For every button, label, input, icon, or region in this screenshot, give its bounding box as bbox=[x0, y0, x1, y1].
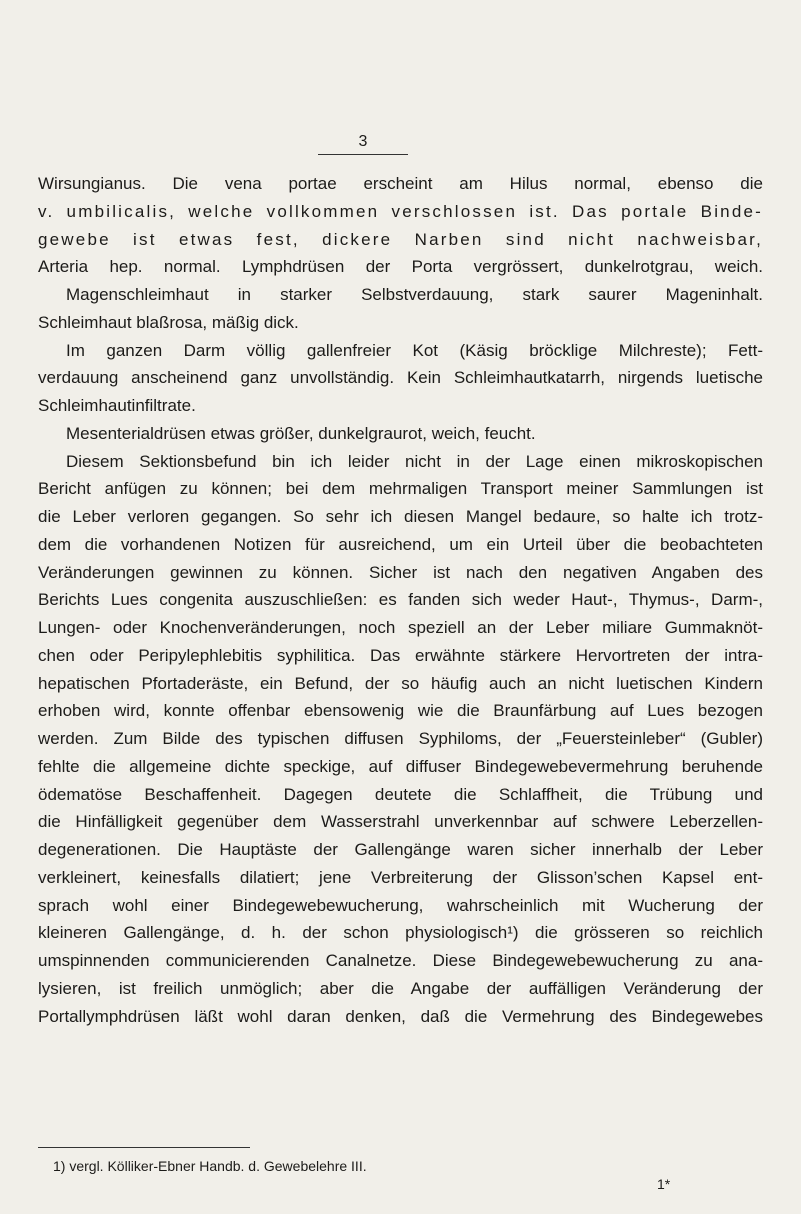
text-line: Lungen- oder Knochenveränderungen, noch speziell an der Leber miliare Gummaknöt- bbox=[38, 618, 763, 637]
text-line: degenerationen. Die Hauptäste der Gallengänge waren sicher innerhalb der Leber bbox=[38, 840, 763, 859]
text-line: Arteria hep. normal. Lymphdrüsen der Porta vergrössert, dunkelrotgrau, weich. bbox=[38, 257, 763, 277]
text-line: Schleimhaut blaßrosa, mäßig dick. bbox=[38, 312, 299, 332]
text-line: v. umbilicalis, welche vollkommen verschlossen ist. Das portale Binde- bbox=[38, 201, 763, 221]
text-line: Portallymphdrüsen läßt wohl daran denken, daß die Vermehrung des Bindegewebes bbox=[38, 1006, 763, 1026]
text-line: werden. Zum Bilde des typischen diffusen Syphiloms, der „Feuersteinleber“ (Gubler) bbox=[38, 729, 763, 748]
text-line: Diesem Sektionsbefund bin ich leider nicht in der Lage einen mikroskopischen bbox=[66, 451, 763, 471]
text-line: sprach wohl einer Bindegewebewucherung, wahrscheinlich mit Wucherung der bbox=[38, 895, 763, 915]
page-number: 3 bbox=[358, 133, 368, 150]
paragraph-vena-portae bbox=[38, 170, 763, 281]
text-line: erhoben wird, konnte offenbar ebensowenig wie die Braunfärbung auf Lues bezogen bbox=[38, 701, 763, 721]
text-line: lysieren, ist freilich unmöglich; aber die Angabe der auffälligen Veränderung der bbox=[38, 978, 763, 998]
paragraph-darm bbox=[38, 337, 763, 420]
paragraph-magenschleimhaut bbox=[38, 281, 763, 337]
text-line: chen oder Peripylephlebitis syphilitica. Das erwähnte stärkere Hervortreten der intra- bbox=[38, 645, 763, 665]
page-number-rule bbox=[318, 154, 408, 155]
text-line: umspinnenden communicierenden Canalnetze. Diese Bindegewebewucherung zu ana- bbox=[38, 951, 763, 970]
text-line: Schleimhautinfiltrate. bbox=[38, 396, 196, 415]
text-line: kleineren Gallengänge, d. h. der schon physiologisch¹) die grösseren so reichlich bbox=[38, 923, 763, 943]
text-line: Berichts Lues congenita auszuschließen: es fanden sich weder Haut-, Thymus-, Darm-, bbox=[38, 590, 763, 610]
paragraph-sektionsbefund bbox=[38, 448, 763, 1031]
text-line: gewebe ist etwas fest, dickere Narben sind nicht nachweisbar, bbox=[38, 229, 763, 249]
signature-mark: 1* bbox=[657, 1176, 671, 1192]
text-line: die Leber verloren gegangen. So sehr ich diesen Mangel bedaure, so halte ich trotz- bbox=[38, 507, 763, 526]
paragraph-mesenterialdruesen bbox=[38, 420, 763, 448]
text-line: Wirsungianus. Die vena portae erscheint am Hilus normal, ebenso die bbox=[38, 174, 763, 193]
text-line: dem die vorhandenen Notizen für ausreichend, um ein Urteil über die beobachteten bbox=[38, 534, 763, 554]
text-line: verkleinert, keinesfalls dilatiert; jene Verbreiterung der Glisson’schen Kapsel ent- bbox=[38, 867, 763, 887]
text-line: Magenschleimhaut in starker Selbstverdauung, stark saurer Mageninhalt. bbox=[66, 285, 763, 304]
body-text bbox=[38, 170, 763, 1030]
text-line: verdauung anscheinend ganz unvollständig. Kein Schleimhautkatarrh, nirgends luetische bbox=[38, 368, 763, 388]
footnote-rule bbox=[38, 1147, 250, 1148]
footnote: 1) vergl. Kölliker-Ebner Handb. d. Gewebelehre III. bbox=[53, 1158, 367, 1174]
text-line: Im ganzen Darm völlig gallenfreier Kot (Käsig bröcklige Milchreste); Fett- bbox=[66, 340, 763, 360]
text-line: hepatischen Pfortaderäste, ein Befund, der so häufig auch an nicht luetischen Kindern bbox=[38, 673, 763, 693]
text-line: ödematöse Beschaffenheit. Dagegen deutete die Schlaffheit, die Trübung und bbox=[38, 784, 763, 804]
text-line: Bericht anfügen zu können; bei dem mehrmaligen Transport meiner Sammlungen ist bbox=[38, 479, 763, 499]
text-line: Veränderungen gewinnen zu können. Sicher ist nach den negativen Angaben des bbox=[38, 562, 763, 582]
text-line: fehlte die allgemeine dichte speckige, auf diffuser Bindegewebevermehrung beruhende bbox=[38, 756, 763, 776]
text-line: die Hinfälligkeit gegenüber dem Wasserstrahl unverkennbar auf schwere Leberzellen- bbox=[38, 812, 763, 832]
text-line: Mesenterialdrüsen etwas größer, dunkelgraurot, weich, feucht. bbox=[66, 423, 536, 443]
